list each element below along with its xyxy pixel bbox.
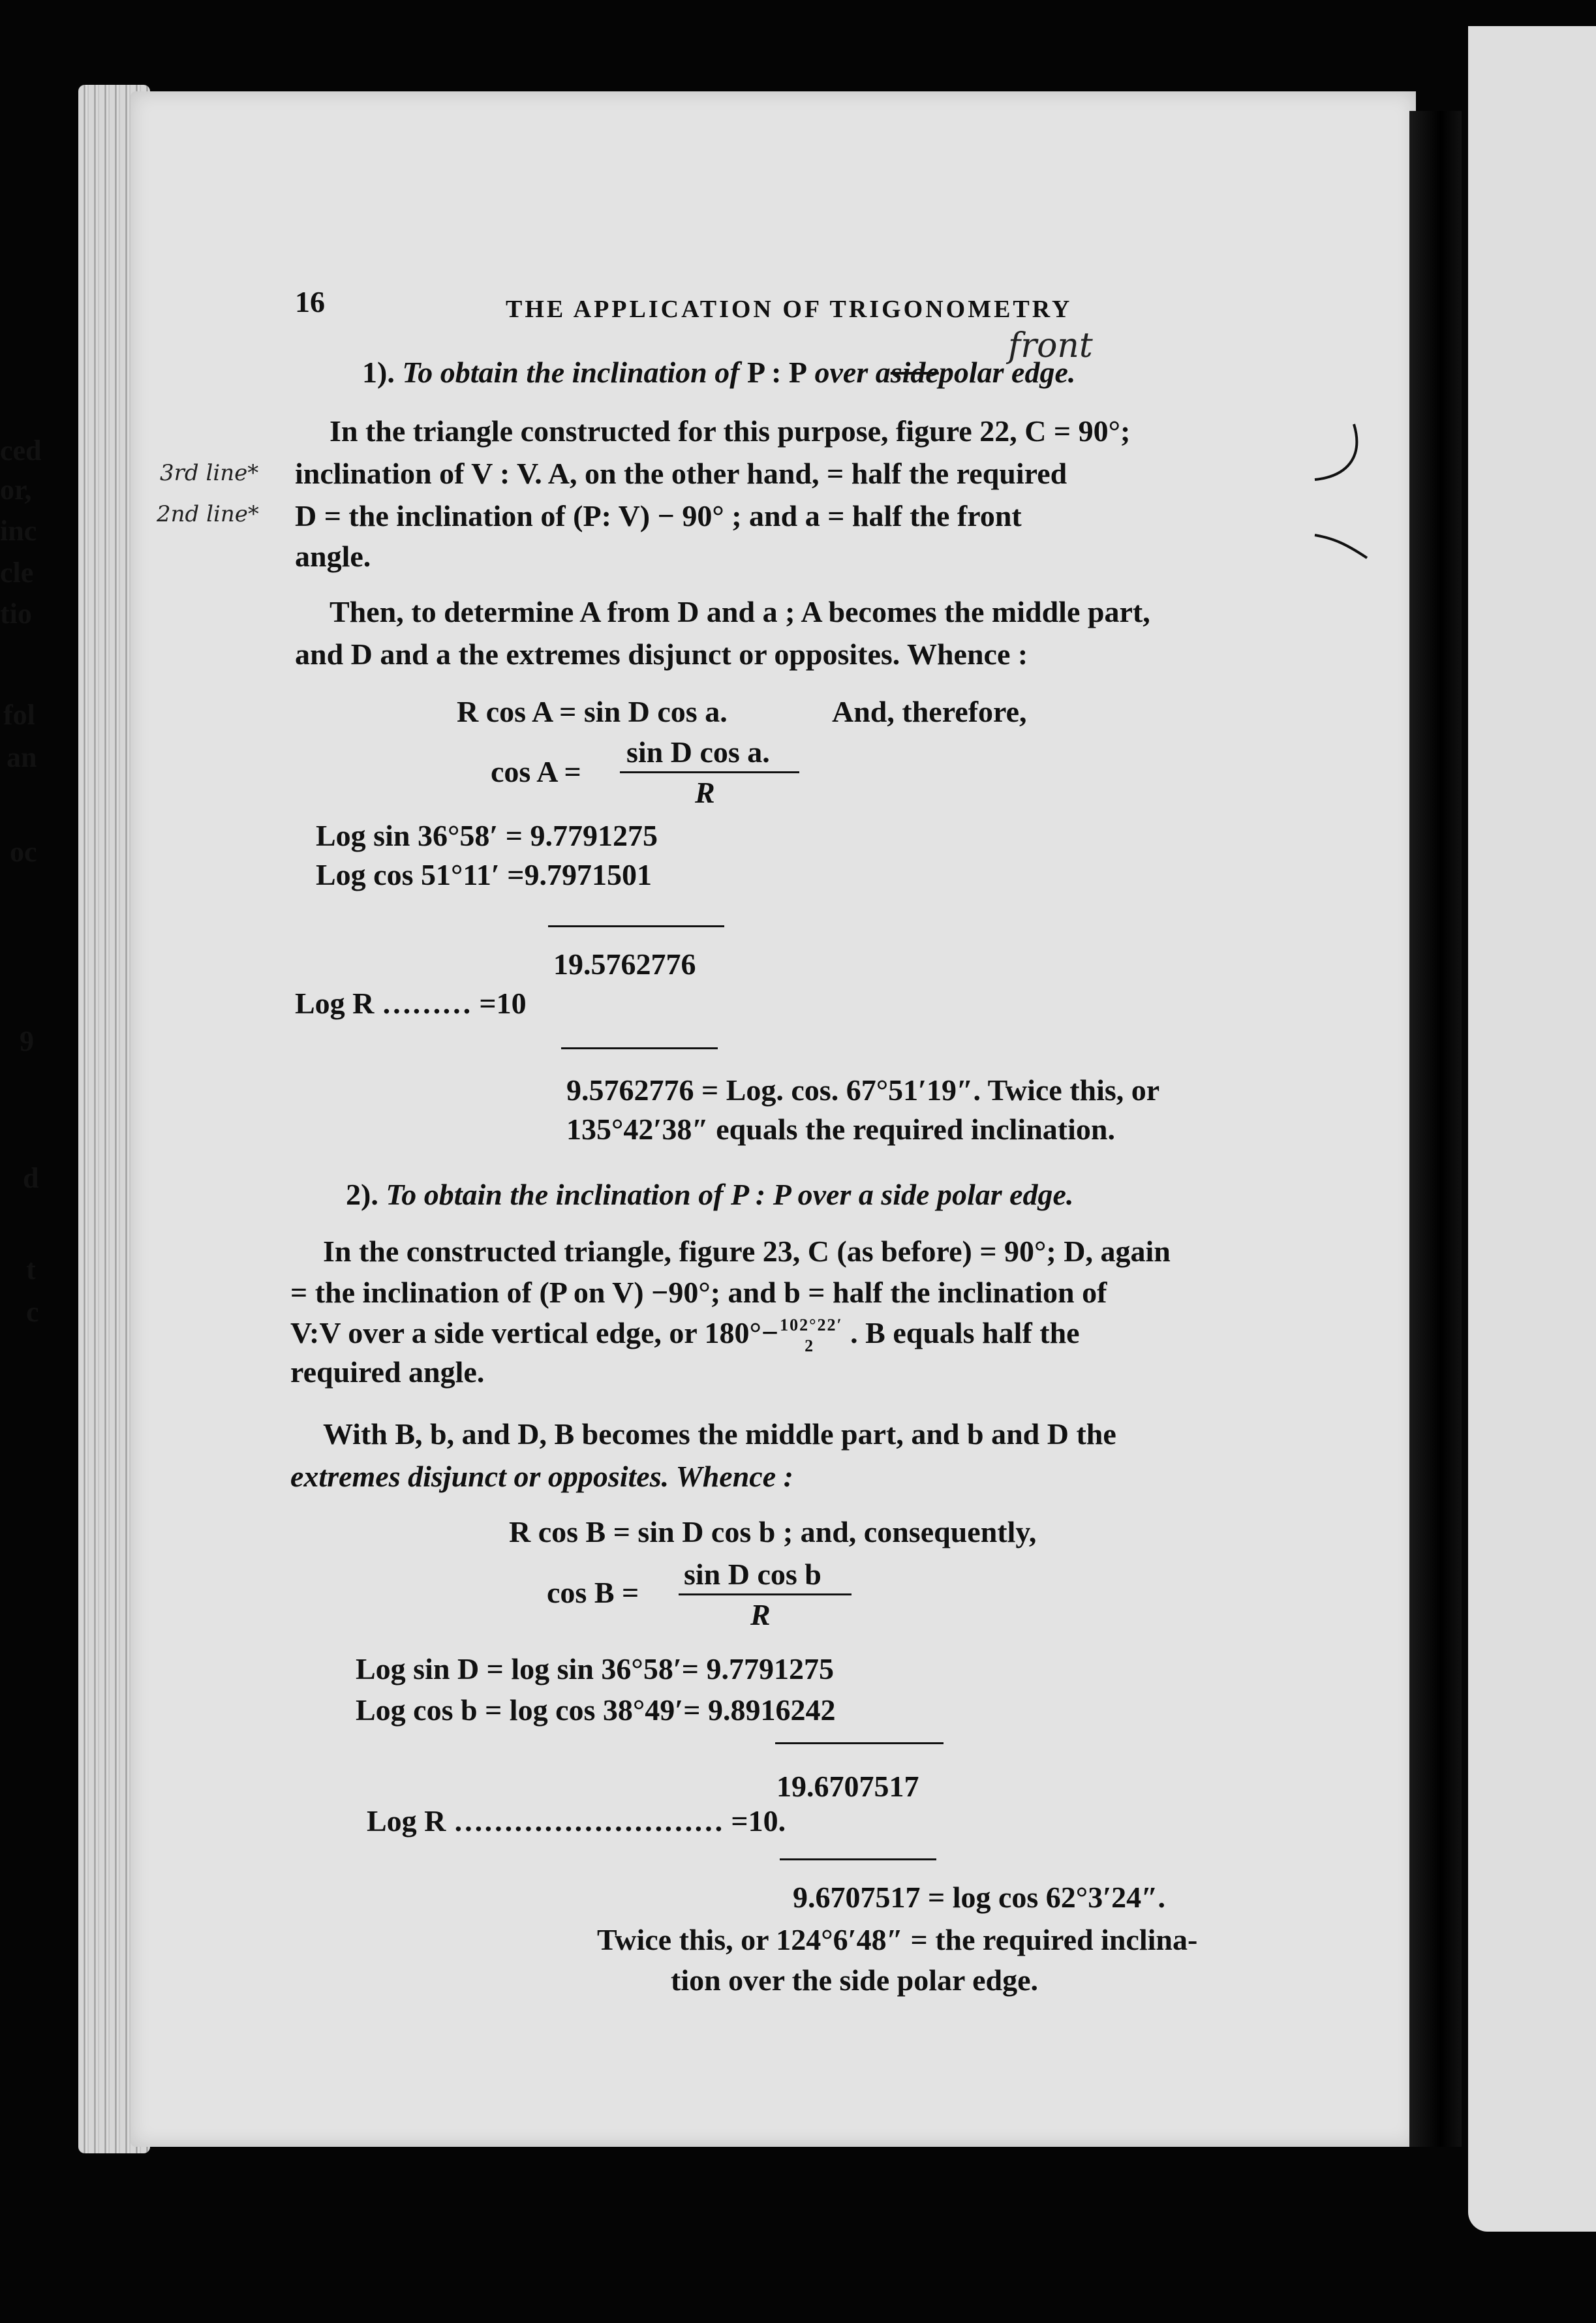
- fraction-denominator: R: [695, 776, 715, 809]
- fragment: cle: [0, 557, 34, 589]
- result-line: 135°42′38″ equals the required inclination.: [566, 1113, 1115, 1146]
- section1-heading: 1). To obtain the inclination of P : P over asidepolar edge.: [362, 356, 1076, 389]
- text-line: inclination of V : V. A, on the other hand, = half the required: [295, 457, 1067, 490]
- fragment: an: [7, 741, 37, 773]
- fraction-numerator: sin D cos a.: [626, 735, 770, 769]
- fraction-denominator: 2: [805, 1336, 814, 1355]
- text-line: angle.: [295, 540, 371, 573]
- fraction-numerator: 102°22′: [780, 1315, 843, 1334]
- log-sum: 19.5762776: [553, 947, 696, 981]
- margin-note: 2nd line*: [157, 501, 259, 527]
- log-line: Log R ……… =10: [295, 987, 527, 1020]
- fraction-bar: [679, 1593, 852, 1595]
- fragment: fol: [3, 699, 35, 731]
- log-sum: 19.6707517: [776, 1770, 919, 1803]
- text-line: D = the inclination of (P: V) − 90° ; and a = half the front: [295, 499, 1022, 532]
- fragment: d: [23, 1162, 39, 1194]
- section2-heading: 2). To obtain the inclination of P : P over a side polar edge.: [346, 1178, 1074, 1211]
- margin-marks: [1302, 418, 1380, 568]
- log-line: Log sin 36°58′ = 9.7791275: [316, 819, 658, 852]
- equation: R cos B = sin D cos b ; and, consequently,: [509, 1515, 1037, 1548]
- log-line: Log sin D = log sin 36°58′= 9.7791275: [356, 1652, 834, 1685]
- gutter-shadow: [1409, 111, 1462, 2147]
- fragment: oc: [10, 836, 37, 868]
- fraction-bar: [620, 771, 799, 773]
- result-line: 9.6707517 = log cos 62°3′24″.: [793, 1881, 1166, 1914]
- margin-note: 3rd line*: [160, 460, 259, 486]
- fraction-numerator: sin D cos b: [684, 1558, 821, 1591]
- facing-page: [1468, 26, 1596, 2232]
- sum-rule: [548, 925, 724, 927]
- text-line: and D and a the extremes disjunct or opposites. Whence :: [295, 638, 1028, 671]
- equation-lhs: cos B =: [547, 1576, 639, 1609]
- text-line: In the triangle constructed for this purpose, figure 22, C = 90°;: [330, 414, 1131, 448]
- equation-tail: And, therefore,: [832, 695, 1027, 728]
- result-line: Twice this, or 124°6′48″ = the required inclina-: [597, 1923, 1198, 1956]
- log-line: Log R ……………………… =10.: [367, 1804, 786, 1838]
- sum-rule: [775, 1742, 944, 1744]
- text-line: V:V over a side vertical edge, or 180°− 102°22′ 2 . B equals half the: [290, 1315, 1080, 1355]
- fragment: tio: [0, 598, 32, 630]
- equation: R cos A = sin D cos a.: [457, 695, 728, 728]
- sum-rule: [561, 1047, 718, 1049]
- equation-lhs: cos A =: [491, 755, 581, 788]
- page-number: 16: [295, 285, 325, 318]
- fragment: c: [26, 1296, 39, 1328]
- text-line: In the constructed triangle, figure 23, C (as before) = 90°; D, again: [323, 1235, 1171, 1268]
- log-line: Log cos 51°11′ =9.7971501: [316, 858, 652, 891]
- sum-rule: [780, 1858, 936, 1860]
- fraction-denominator: R: [750, 1598, 771, 1631]
- fragment: 9: [20, 1025, 34, 1057]
- text-line: extremes disjunct or opposites. Whence :: [290, 1460, 793, 1493]
- result-line: tion over the side polar edge.: [671, 1963, 1039, 1997]
- text-line: With B, b, and D, B becomes the middle part, and b and D the: [323, 1417, 1116, 1451]
- fragment: t: [26, 1254, 36, 1285]
- fragment: or,: [0, 474, 32, 506]
- text-line: Then, to determine A from D and a ; A becomes the middle part,: [330, 595, 1150, 628]
- text-line: required angle.: [290, 1355, 485, 1389]
- text-line: = the inclination of (P on V) −90°; and b = half the inclination of: [290, 1276, 1107, 1309]
- running-title: THE APPLICATION OF TRIGONOMETRY: [506, 296, 1073, 323]
- handwritten-correction: front: [1008, 326, 1093, 365]
- fragment: inc: [0, 515, 37, 547]
- fragment: ced: [0, 435, 42, 467]
- log-line: Log cos b = log cos 38°49′= 9.8916242: [356, 1693, 836, 1727]
- result-line: 9.5762776 = Log. cos. 67°51′19″. Twice this, or: [566, 1073, 1160, 1107]
